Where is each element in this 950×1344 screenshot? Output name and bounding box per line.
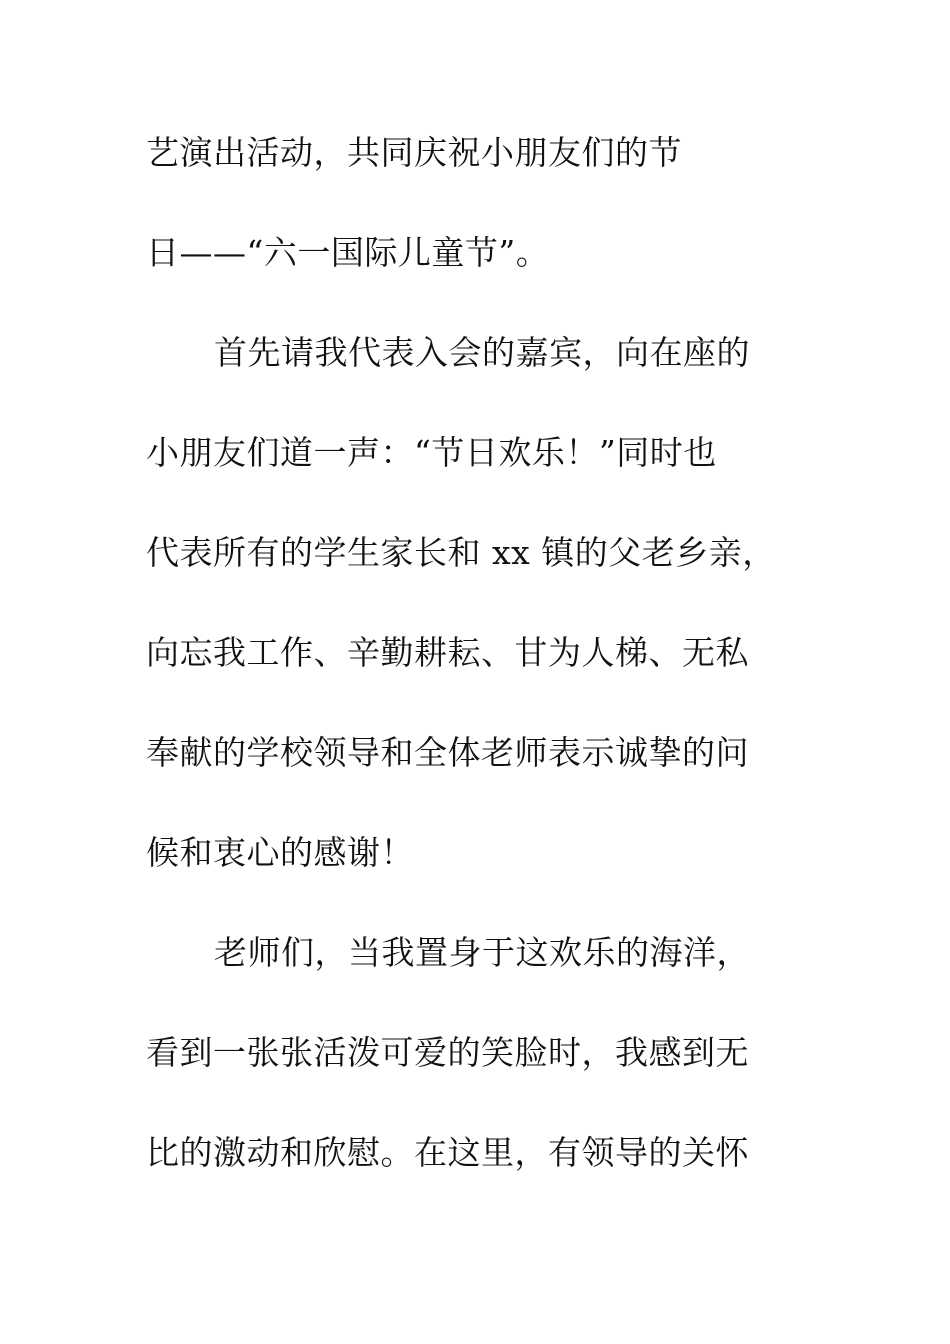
text-line: 代表所有的学生家长和 xx 镇的父老乡亲， [146, 533, 776, 572]
text-line: 向忘我工作、辛勤耕耘、甘为人梯、无私 [146, 633, 749, 672]
text-line: 看到一张张活泼可爱的笑脸时，我感到无 [146, 1033, 749, 1072]
text-line: 小朋友们道一声：“节日欢乐！”同时也 [146, 433, 717, 472]
text-line: 奉献的学校领导和全体老师表示诚挚的问 [146, 733, 749, 772]
text-line: 艺演出活动，共同庆祝小朋友们的节 [146, 133, 682, 172]
paragraph-first-line: 首先请我代表入会的嘉宾，向在座的 [214, 333, 750, 372]
text-line: 候和衷心的感谢！ [146, 833, 414, 872]
text-line: 比的激动和欣慰。在这里，有领导的关怀 [146, 1133, 749, 1172]
text-line: 日——“六一国际儿童节”。 [146, 233, 550, 272]
paragraph-first-line: 老师们，当我置身于这欢乐的海洋， [214, 933, 750, 972]
